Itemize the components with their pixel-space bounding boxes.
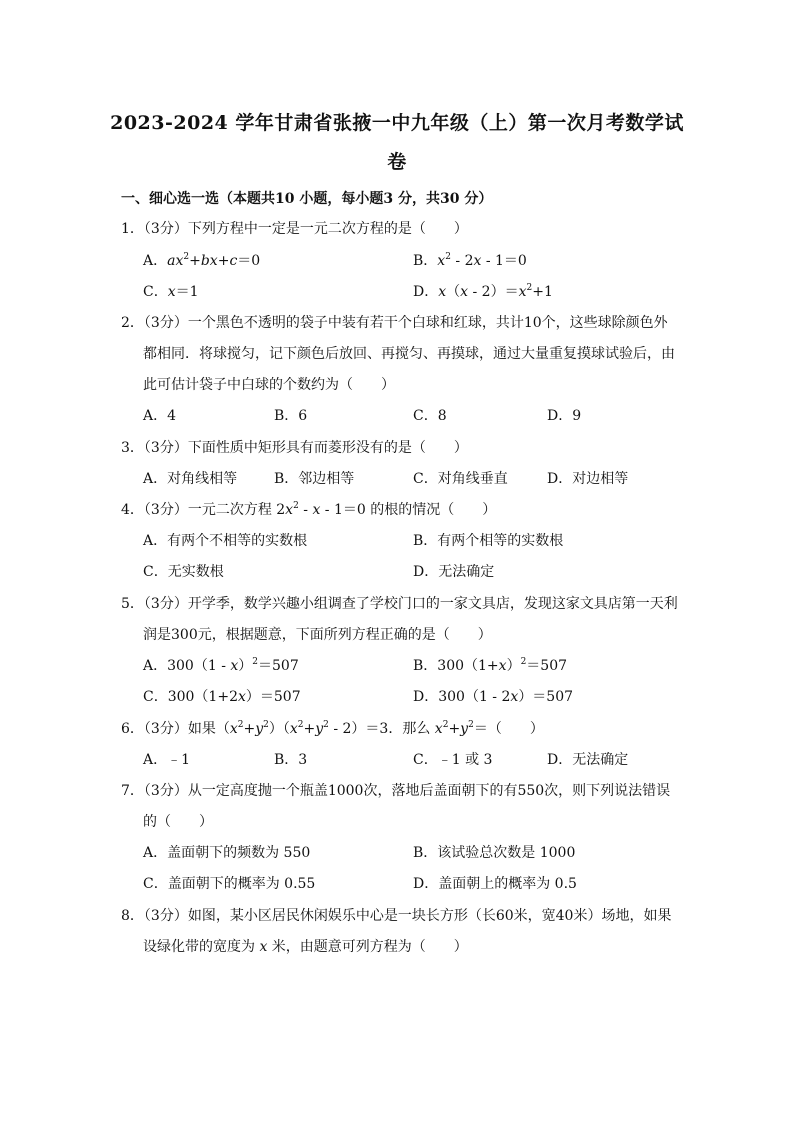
question-3-option-a: A．对角线相等 xyxy=(143,471,238,487)
question-7-text-line-1: 7．（3分）从一定高度抛一个瓶盖1000次，落地后盖面朝下的有550次，则下列说法错误 xyxy=(121,783,671,799)
question-5-option-b: B．$300(1+x)^2=507$ xyxy=(413,657,568,674)
question-4-option-a: A．有两个不相等的实数根 xyxy=(143,533,308,549)
page-title-line-1: 2023-2024 学年甘肃省张掖一中九年级（上）第一次月考数学试 xyxy=(110,112,684,134)
question-4-option-d: D．无法确定 xyxy=(413,564,495,580)
question-4-option-c: C．无实数根 xyxy=(143,564,224,580)
question-7-option-a: A．盖面朝下的频数为 550 xyxy=(143,845,311,861)
question-8-text-line-2: 设绿化带的宽度为 x 米，由题意可列方程为（ ） xyxy=(143,939,468,955)
section-heading: 一、细心选一选（本题共10 小题，每小题3 分，共30 分） xyxy=(121,191,493,207)
question-1-text: 1．（3分）下列方程中一定是一元二次方程的是（ ） xyxy=(121,221,468,237)
question-3-option-c: C．对角线垂直 xyxy=(413,471,508,487)
question-5-text-line-2: 润是300元，根据题意，下面所列方程正确的是（ ） xyxy=(143,627,492,643)
question-2-option-a: A．4 xyxy=(143,408,177,424)
question-5-text-line-1: 5．（3分）开学季，数学兴趣小组调查了学校门口的一家文具店，发现这家文具店第一天利 xyxy=(121,596,678,612)
question-6-option-c: C．﹣1 或 3 xyxy=(413,752,493,768)
question-1-option-d: D．$x(x - 2)=x^2+1$ xyxy=(413,283,553,300)
question-2-text-line-3: 此可估计袋子中白球的个数约为（ ） xyxy=(143,377,395,393)
question-2-option-d: D．9 xyxy=(547,408,582,424)
question-5-option-d: D．300（1 - 2x）＝507 xyxy=(413,689,574,705)
question-5-option-c: C．300（1+2x）＝507 xyxy=(143,689,301,705)
page-title-line-2: 卷 xyxy=(387,151,407,173)
question-6-option-a: A．﹣1 xyxy=(143,752,191,768)
question-7-option-c: C．盖面朝下的概率为 0.55 xyxy=(143,876,316,892)
question-2-text-line-1: 2．（3分）一个黑色不透明的袋子中装有若干个白球和红球，共计10个，这些球除颜色外 xyxy=(121,315,668,331)
question-2-option-b: B．6 xyxy=(274,408,308,424)
question-3-option-d: D．对边相等 xyxy=(547,471,629,487)
question-3-text: 3．（3分）下面性质中矩形具有而菱形没有的是（ ） xyxy=(121,440,468,456)
question-6-option-d: D．无法确定 xyxy=(547,752,629,768)
question-2-text-line-2: 都相同．将球搅匀，记下颜色后放回、再搅匀、再摸球，通过大量重复摸球试验后，由 xyxy=(143,346,675,362)
question-7-option-b: B．该试验总次数是 1000 xyxy=(413,845,576,861)
question-1-option-b: B．$x^2 - 2x - 1=0$ xyxy=(413,252,527,269)
question-2-option-c: C．8 xyxy=(413,408,447,424)
question-6-text: 6．（3分）如果$(x^2+y^2)(x^2+y^2 - 2)=3$．那么 $x^2+y^2=$（ ） xyxy=(121,720,544,737)
question-8-text-line-1: 8．（3分）如图，某小区居民休闲娱乐中心是一块长方形（长60米，宽40米）场地，如果 xyxy=(121,908,672,924)
question-7-option-d: D．盖面朝上的概率为 0.5 xyxy=(413,876,577,892)
question-1-option-a: A．$ax^2+bx+c=0$ xyxy=(143,252,261,269)
question-4-text: 4．（3分）一元二次方程 $2x^2 - x - 1=0$ 的根的情况（ ） xyxy=(121,501,497,518)
question-1-option-c: C．x＝1 xyxy=(143,284,199,300)
question-5-option-a: A．300（1 - x）$^2$＝507 xyxy=(143,657,299,674)
question-4-option-b: B．有两个相等的实数根 xyxy=(413,533,564,549)
question-7-text-line-2: 的（ ） xyxy=(143,814,213,830)
question-6-option-b: B．3 xyxy=(274,752,308,768)
question-3-option-b: B．邻边相等 xyxy=(274,471,355,487)
